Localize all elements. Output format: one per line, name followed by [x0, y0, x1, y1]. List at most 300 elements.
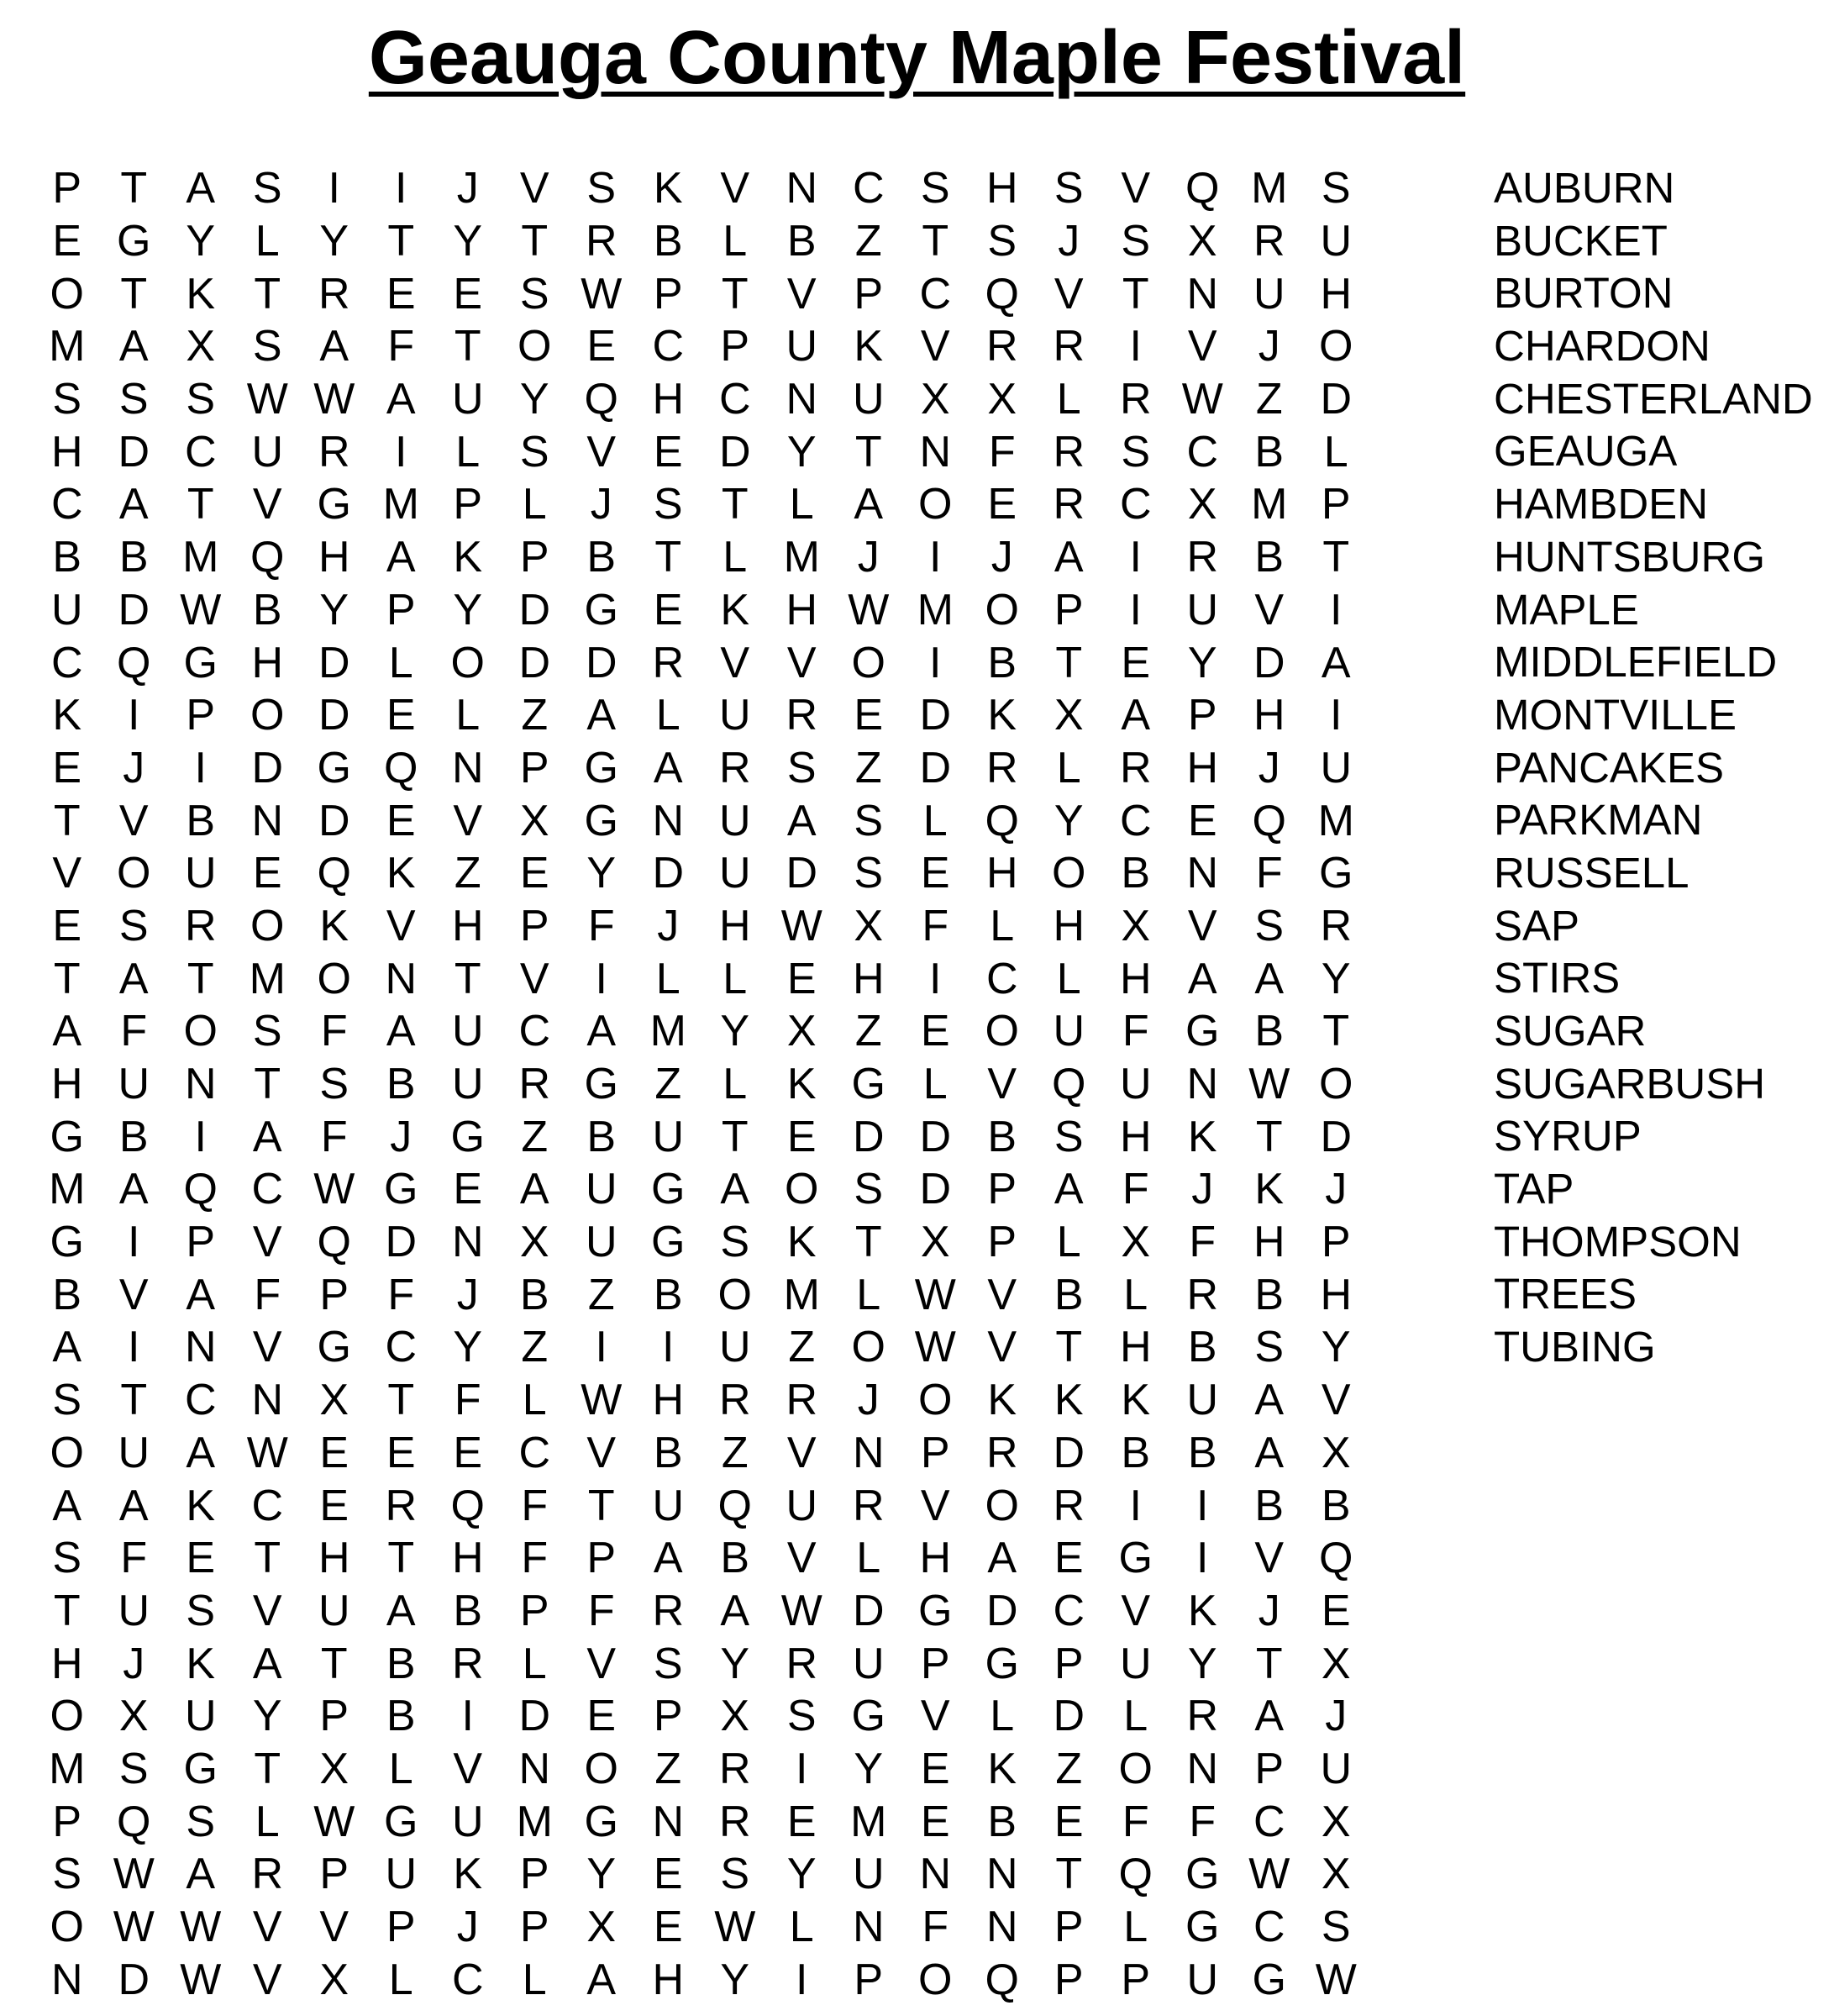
grid-cell-r17-c7[interactable]: U [451, 1007, 484, 1056]
grid-cell-r18-c7[interactable]: U [451, 1060, 484, 1109]
grid-cell-r22-c15[interactable]: V [987, 1270, 1017, 1319]
grid-cell-r31-c18[interactable]: N [1186, 1744, 1219, 1793]
grid-cell-r25-c11[interactable]: Z [721, 1428, 749, 1477]
grid-cell-r34-c3[interactable]: W [180, 1903, 222, 1952]
grid-cell-r14-c16[interactable]: O [1052, 849, 1086, 898]
grid-cell-r30-c17[interactable]: L [1123, 1692, 1148, 1741]
grid-cell-r14-c14[interactable]: E [920, 849, 950, 898]
grid-cell-r27-c16[interactable]: E [1054, 1534, 1084, 1583]
grid-cell-r17-c6[interactable]: A [386, 1007, 416, 1056]
grid-cell-r21-c12[interactable]: K [786, 1218, 817, 1267]
grid-cell-r23-c18[interactable]: B [1187, 1323, 1217, 1372]
grid-cell-r13-c7[interactable]: V [453, 796, 483, 845]
grid-cell-r15-c3[interactable]: R [184, 901, 217, 950]
grid-cell-r6-c15[interactable]: F [988, 427, 1016, 476]
grid-cell-r27-c6[interactable]: T [387, 1534, 415, 1583]
grid-cell-r11-c9[interactable]: A [586, 691, 617, 740]
grid-cell-r15-c15[interactable]: L [990, 901, 1015, 950]
grid-cell-r9-c19[interactable]: V [1254, 585, 1285, 634]
grid-cell-r10-c3[interactable]: G [183, 638, 218, 687]
grid-cell-r14-c1[interactable]: V [52, 849, 82, 898]
grid-cell-r14-c19[interactable]: F [1255, 849, 1283, 898]
grid-cell-r35-c19[interactable]: G [1252, 1955, 1286, 2004]
grid-cell-r29-c17[interactable]: U [1119, 1639, 1152, 1688]
grid-cell-r9-c13[interactable]: W [848, 585, 890, 634]
grid-cell-r3-c1[interactable]: O [50, 269, 84, 318]
grid-cell-r15-c10[interactable]: J [657, 901, 680, 950]
grid-cell-r31-c13[interactable]: Y [854, 1744, 884, 1793]
grid-cell-r9-c4[interactable]: B [252, 585, 282, 634]
grid-cell-r7-c1[interactable]: C [50, 480, 83, 529]
grid-cell-r35-c11[interactable]: Y [720, 1955, 750, 2004]
grid-cell-r32-c16[interactable]: E [1054, 1797, 1084, 1846]
grid-cell-r10-c12[interactable]: V [786, 638, 817, 687]
grid-cell-r10-c6[interactable]: L [388, 638, 413, 687]
grid-cell-r15-c20[interactable]: R [1320, 901, 1353, 950]
grid-cell-r30-c1[interactable]: O [50, 1692, 84, 1741]
grid-cell-r33-c1[interactable]: S [52, 1850, 82, 1899]
grid-cell-r3-c18[interactable]: N [1186, 269, 1219, 318]
grid-cell-r35-c4[interactable]: V [252, 1955, 282, 2004]
grid-cell-r12-c2[interactable]: J [123, 743, 145, 792]
grid-cell-r5-c2[interactable]: S [118, 375, 149, 424]
grid-cell-r34-c16[interactable]: P [1054, 1903, 1084, 1952]
grid-cell-r4-c16[interactable]: R [1053, 322, 1085, 371]
grid-cell-r25-c13[interactable]: N [852, 1428, 885, 1477]
grid-cell-r20-c19[interactable]: K [1254, 1165, 1285, 1214]
grid-cell-r27-c18[interactable]: I [1196, 1534, 1209, 1583]
grid-cell-r22-c11[interactable]: O [717, 1270, 752, 1319]
grid-cell-r1-c17[interactable]: V [1121, 164, 1151, 213]
grid-cell-r8-c17[interactable]: I [1129, 533, 1142, 582]
grid-cell-r33-c20[interactable]: X [1321, 1850, 1351, 1899]
grid-cell-r13-c19[interactable]: Q [1252, 796, 1286, 845]
grid-cell-r1-c8[interactable]: V [519, 164, 549, 213]
grid-cell-r14-c3[interactable]: U [184, 849, 217, 898]
grid-cell-r12-c16[interactable]: L [1056, 743, 1081, 792]
grid-cell-r10-c10[interactable]: R [652, 638, 685, 687]
grid-cell-r6-c1[interactable]: H [50, 427, 83, 476]
grid-cell-r34-c14[interactable]: F [922, 1903, 949, 1952]
grid-cell-r16-c3[interactable]: T [187, 954, 214, 1003]
grid-cell-r12-c10[interactable]: A [653, 743, 683, 792]
grid-cell-r30-c4[interactable]: Y [252, 1692, 282, 1741]
grid-cell-r29-c4[interactable]: A [252, 1639, 282, 1688]
grid-cell-r27-c5[interactable]: H [318, 1534, 350, 1583]
grid-cell-r14-c15[interactable]: H [985, 849, 1018, 898]
grid-cell-r10-c4[interactable]: H [251, 638, 284, 687]
grid-cell-r30-c5[interactable]: P [319, 1692, 349, 1741]
grid-cell-r24-c10[interactable]: H [652, 1376, 685, 1425]
grid-cell-r30-c19[interactable]: A [1254, 1692, 1285, 1741]
grid-cell-r6-c17[interactable]: S [1121, 427, 1151, 476]
grid-cell-r7-c15[interactable]: E [987, 480, 1017, 529]
grid-cell-r11-c7[interactable]: L [455, 691, 481, 740]
grid-cell-r8-c9[interactable]: B [586, 533, 617, 582]
grid-cell-r3-c14[interactable]: C [919, 269, 952, 318]
grid-cell-r24-c15[interactable]: K [987, 1376, 1017, 1425]
grid-cell-r33-c11[interactable]: S [720, 1850, 750, 1899]
grid-cell-r30-c14[interactable]: V [920, 1692, 950, 1741]
grid-cell-r17-c11[interactable]: Y [720, 1007, 750, 1056]
grid-cell-r35-c9[interactable]: A [586, 1955, 617, 2004]
grid-cell-r26-c16[interactable]: R [1053, 1481, 1085, 1530]
grid-cell-r19-c2[interactable]: B [118, 1112, 149, 1161]
grid-cell-r23-c10[interactable]: I [662, 1323, 675, 1372]
grid-cell-r35-c14[interactable]: O [918, 1955, 953, 2004]
grid-cell-r12-c3[interactable]: I [194, 743, 207, 792]
grid-cell-r24-c7[interactable]: F [454, 1376, 481, 1425]
grid-cell-r35-c8[interactable]: L [522, 1955, 547, 2004]
grid-cell-r23-c6[interactable]: C [385, 1323, 418, 1372]
grid-cell-r12-c18[interactable]: H [1186, 743, 1219, 792]
grid-cell-r2-c11[interactable]: L [723, 217, 748, 266]
grid-cell-r7-c7[interactable]: P [453, 480, 483, 529]
grid-cell-r21-c20[interactable]: P [1321, 1218, 1351, 1267]
grid-cell-r25-c9[interactable]: V [586, 1428, 617, 1477]
grid-cell-r14-c11[interactable]: U [718, 849, 751, 898]
grid-cell-r35-c7[interactable]: C [451, 1955, 484, 2004]
grid-cell-r12-c17[interactable]: R [1119, 743, 1152, 792]
grid-cell-r24-c19[interactable]: A [1254, 1376, 1285, 1425]
grid-cell-r7-c20[interactable]: P [1321, 480, 1351, 529]
grid-cell-r33-c8[interactable]: P [519, 1850, 549, 1899]
grid-cell-r1-c14[interactable]: S [920, 164, 950, 213]
grid-cell-r34-c12[interactable]: L [789, 1903, 814, 1952]
grid-cell-r16-c7[interactable]: T [454, 954, 481, 1003]
grid-cell-r7-c3[interactable]: T [187, 480, 214, 529]
grid-cell-r19-c19[interactable]: T [1255, 1112, 1283, 1161]
grid-cell-r5-c11[interactable]: C [718, 375, 751, 424]
grid-cell-r16-c11[interactable]: L [723, 954, 748, 1003]
grid-cell-r12-c20[interactable]: U [1320, 743, 1353, 792]
grid-cell-r27-c2[interactable]: F [120, 1534, 148, 1583]
grid-cell-r9-c5[interactable]: Y [319, 585, 349, 634]
grid-cell-r15-c18[interactable]: V [1187, 901, 1217, 950]
grid-cell-r26-c2[interactable]: A [118, 1481, 149, 1530]
grid-cell-r32-c12[interactable]: E [786, 1797, 817, 1846]
grid-cell-r5-c10[interactable]: H [652, 375, 685, 424]
grid-cell-r26-c19[interactable]: B [1254, 1481, 1285, 1530]
grid-cell-r30-c8[interactable]: D [518, 1692, 551, 1741]
grid-cell-r11-c5[interactable]: D [318, 691, 350, 740]
grid-cell-r24-c20[interactable]: V [1321, 1376, 1351, 1425]
grid-cell-r10-c5[interactable]: D [318, 638, 350, 687]
grid-cell-r20-c12[interactable]: O [785, 1165, 819, 1214]
grid-cell-r14-c20[interactable]: G [1319, 849, 1353, 898]
grid-cell-r7-c11[interactable]: T [721, 480, 749, 529]
grid-cell-r16-c13[interactable]: H [852, 954, 885, 1003]
grid-cell-r31-c5[interactable]: X [319, 1744, 349, 1793]
grid-cell-r17-c10[interactable]: M [649, 1007, 686, 1056]
grid-cell-r28-c17[interactable]: V [1121, 1586, 1151, 1635]
grid-cell-r30-c7[interactable]: I [461, 1692, 474, 1741]
grid-cell-r9-c2[interactable]: D [118, 585, 150, 634]
grid-cell-r7-c10[interactable]: S [653, 480, 683, 529]
grid-cell-r28-c14[interactable]: G [918, 1586, 953, 1635]
grid-cell-r32-c4[interactable]: L [255, 1797, 280, 1846]
grid-cell-r4-c11[interactable]: P [720, 322, 750, 371]
grid-cell-r32-c19[interactable]: C [1253, 1797, 1285, 1846]
grid-cell-r29-c19[interactable]: T [1255, 1639, 1283, 1688]
grid-cell-r35-c6[interactable]: L [388, 1955, 413, 2004]
grid-cell-r22-c4[interactable]: F [254, 1270, 281, 1319]
grid-cell-r34-c19[interactable]: C [1253, 1903, 1285, 1952]
grid-cell-r28-c13[interactable]: D [852, 1586, 885, 1635]
grid-cell-r27-c15[interactable]: A [987, 1534, 1017, 1583]
grid-cell-r8-c7[interactable]: K [453, 533, 483, 582]
grid-cell-r33-c14[interactable]: N [919, 1850, 952, 1899]
grid-cell-r16-c5[interactable]: O [317, 954, 351, 1003]
grid-cell-r8-c10[interactable]: T [654, 533, 682, 582]
grid-cell-r20-c7[interactable]: E [453, 1165, 483, 1214]
grid-cell-r15-c1[interactable]: E [52, 901, 82, 950]
grid-cell-r21-c19[interactable]: H [1253, 1218, 1285, 1267]
grid-cell-r23-c2[interactable]: I [128, 1323, 140, 1372]
grid-cell-r35-c17[interactable]: P [1121, 1955, 1151, 2004]
grid-cell-r8-c4[interactable]: Q [250, 533, 285, 582]
grid-cell-r14-c8[interactable]: E [519, 849, 549, 898]
grid-cell-r10-c9[interactable]: D [585, 638, 617, 687]
grid-cell-r5-c5[interactable]: W [313, 375, 355, 424]
grid-cell-r28-c3[interactable]: S [186, 1586, 216, 1635]
grid-cell-r2-c3[interactable]: Y [186, 217, 216, 266]
grid-cell-r4-c7[interactable]: T [454, 322, 481, 371]
grid-cell-r12-c5[interactable]: G [317, 743, 351, 792]
grid-cell-r10-c11[interactable]: V [720, 638, 750, 687]
grid-cell-r14-c18[interactable]: N [1186, 849, 1219, 898]
grid-cell-r23-c3[interactable]: N [184, 1323, 217, 1372]
grid-cell-r29-c10[interactable]: S [653, 1639, 683, 1688]
grid-cell-r2-c18[interactable]: X [1187, 217, 1217, 266]
grid-cell-r33-c2[interactable]: W [113, 1850, 155, 1899]
grid-cell-r19-c13[interactable]: D [852, 1112, 885, 1161]
grid-cell-r31-c9[interactable]: O [584, 1744, 618, 1793]
grid-cell-r20-c11[interactable]: A [720, 1165, 750, 1214]
grid-cell-r22-c12[interactable]: M [783, 1270, 820, 1319]
grid-cell-r7-c13[interactable]: A [854, 480, 884, 529]
grid-cell-r12-c13[interactable]: Z [854, 743, 882, 792]
grid-cell-r10-c8[interactable]: D [518, 638, 551, 687]
grid-cell-r12-c6[interactable]: Q [384, 743, 418, 792]
grid-cell-r13-c6[interactable]: E [386, 796, 416, 845]
grid-cell-r7-c19[interactable]: M [1251, 480, 1288, 529]
grid-cell-r28-c19[interactable]: J [1258, 1586, 1280, 1635]
grid-cell-r5-c9[interactable]: Q [584, 375, 618, 424]
grid-cell-r22-c19[interactable]: B [1254, 1270, 1285, 1319]
grid-cell-r13-c5[interactable]: D [318, 796, 350, 845]
grid-cell-r16-c20[interactable]: Y [1321, 954, 1351, 1003]
grid-cell-r30-c18[interactable]: R [1186, 1692, 1219, 1741]
grid-cell-r27-c13[interactable]: L [856, 1534, 881, 1583]
grid-cell-r22-c1[interactable]: B [52, 1270, 82, 1319]
grid-cell-r26-c14[interactable]: V [920, 1481, 950, 1530]
grid-cell-r23-c19[interactable]: S [1254, 1323, 1285, 1372]
grid-cell-r7-c16[interactable]: R [1053, 480, 1085, 529]
grid-cell-r10-c17[interactable]: E [1121, 638, 1151, 687]
grid-cell-r2-c17[interactable]: S [1121, 217, 1151, 266]
grid-cell-r3-c15[interactable]: Q [985, 269, 1019, 318]
grid-cell-r25-c15[interactable]: R [985, 1428, 1018, 1477]
grid-cell-r10-c1[interactable]: C [50, 638, 83, 687]
grid-cell-r31-c11[interactable]: R [718, 1744, 751, 1793]
grid-cell-r1-c10[interactable]: K [653, 164, 683, 213]
grid-cell-r3-c20[interactable]: H [1320, 269, 1353, 318]
grid-cell-r16-c15[interactable]: C [985, 954, 1018, 1003]
grid-cell-r32-c8[interactable]: M [516, 1797, 553, 1846]
grid-cell-r35-c15[interactable]: Q [985, 1955, 1019, 2004]
grid-cell-r22-c17[interactable]: L [1123, 1270, 1148, 1319]
grid-cell-r35-c13[interactable]: P [854, 1955, 884, 2004]
grid-cell-r17-c17[interactable]: F [1122, 1007, 1149, 1056]
grid-cell-r17-c2[interactable]: F [120, 1007, 148, 1056]
grid-cell-r14-c7[interactable]: Z [454, 849, 481, 898]
grid-cell-r8-c20[interactable]: T [1322, 533, 1350, 582]
grid-cell-r15-c16[interactable]: H [1053, 901, 1085, 950]
grid-cell-r28-c16[interactable]: C [1053, 1586, 1085, 1635]
grid-cell-r35-c12[interactable]: I [796, 1955, 808, 2004]
grid-cell-r14-c2[interactable]: O [117, 849, 151, 898]
grid-cell-r20-c14[interactable]: D [919, 1165, 952, 1214]
grid-cell-r29-c20[interactable]: X [1321, 1639, 1351, 1688]
grid-cell-r29-c15[interactable]: G [985, 1639, 1019, 1688]
grid-cell-r19-c4[interactable]: A [252, 1112, 282, 1161]
grid-cell-r6-c12[interactable]: Y [786, 427, 817, 476]
grid-cell-r32-c10[interactable]: N [652, 1797, 685, 1846]
grid-cell-r1-c20[interactable]: S [1321, 164, 1351, 213]
grid-cell-r25-c5[interactable]: E [319, 1428, 349, 1477]
grid-cell-r7-c6[interactable]: M [382, 480, 419, 529]
grid-cell-r33-c6[interactable]: U [385, 1850, 418, 1899]
grid-cell-r29-c16[interactable]: P [1054, 1639, 1084, 1688]
grid-cell-r1-c2[interactable]: T [120, 164, 148, 213]
grid-cell-r30-c15[interactable]: L [990, 1692, 1015, 1741]
grid-cell-r1-c13[interactable]: C [852, 164, 885, 213]
grid-cell-r15-c6[interactable]: V [386, 901, 416, 950]
grid-cell-r13-c11[interactable]: U [718, 796, 751, 845]
grid-cell-r32-c3[interactable]: S [186, 1797, 216, 1846]
grid-cell-r30-c13[interactable]: G [851, 1692, 885, 1741]
grid-cell-r20-c5[interactable]: W [313, 1165, 355, 1214]
grid-cell-r10-c19[interactable]: D [1253, 638, 1285, 687]
grid-cell-r1-c11[interactable]: V [720, 164, 750, 213]
grid-cell-r11-c6[interactable]: E [386, 691, 416, 740]
grid-cell-r26-c18[interactable]: I [1196, 1481, 1209, 1530]
grid-cell-r31-c12[interactable]: I [796, 1744, 808, 1793]
grid-cell-r23-c20[interactable]: Y [1321, 1323, 1351, 1372]
grid-cell-r3-c7[interactable]: E [453, 269, 483, 318]
grid-cell-r27-c20[interactable]: Q [1319, 1534, 1353, 1583]
grid-cell-r3-c11[interactable]: T [721, 269, 749, 318]
grid-cell-r26-c15[interactable]: O [985, 1481, 1019, 1530]
grid-cell-r14-c4[interactable]: E [252, 849, 282, 898]
grid-cell-r33-c19[interactable]: W [1248, 1850, 1290, 1899]
grid-cell-r6-c16[interactable]: R [1053, 427, 1085, 476]
grid-cell-r20-c10[interactable]: G [651, 1165, 686, 1214]
grid-cell-r25-c7[interactable]: E [453, 1428, 483, 1477]
grid-cell-r8-c1[interactable]: B [52, 533, 82, 582]
grid-cell-r19-c7[interactable]: G [450, 1112, 485, 1161]
grid-cell-r9-c7[interactable]: Y [453, 585, 483, 634]
grid-cell-r11-c15[interactable]: K [987, 691, 1017, 740]
grid-cell-r34-c17[interactable]: L [1123, 1903, 1148, 1952]
grid-cell-r8-c6[interactable]: A [386, 533, 416, 582]
grid-cell-r19-c14[interactable]: D [919, 1112, 952, 1161]
grid-cell-r2-c15[interactable]: S [987, 217, 1017, 266]
grid-cell-r1-c9[interactable]: S [586, 164, 617, 213]
grid-cell-r24-c9[interactable]: W [581, 1376, 623, 1425]
grid-cell-r2-c7[interactable]: Y [453, 217, 483, 266]
grid-cell-r19-c12[interactable]: E [786, 1112, 817, 1161]
grid-cell-r34-c5[interactable]: V [319, 1903, 349, 1952]
grid-cell-r35-c10[interactable]: H [652, 1955, 685, 2004]
grid-cell-r18-c5[interactable]: S [319, 1060, 349, 1109]
grid-cell-r19-c20[interactable]: D [1320, 1112, 1353, 1161]
grid-cell-r20-c15[interactable]: P [987, 1165, 1017, 1214]
grid-cell-r6-c3[interactable]: C [184, 427, 217, 476]
grid-cell-r24-c11[interactable]: R [718, 1376, 751, 1425]
grid-cell-r4-c5[interactable]: A [319, 322, 349, 371]
grid-cell-r22-c20[interactable]: H [1320, 1270, 1353, 1319]
grid-cell-r6-c5[interactable]: R [318, 427, 350, 476]
grid-cell-r23-c12[interactable]: Z [788, 1323, 816, 1372]
grid-cell-r12-c1[interactable]: E [52, 743, 82, 792]
grid-cell-r15-c14[interactable]: F [922, 901, 949, 950]
grid-cell-r26-c5[interactable]: E [319, 1481, 349, 1530]
grid-cell-r23-c16[interactable]: T [1055, 1323, 1083, 1372]
grid-cell-r26-c1[interactable]: A [52, 1481, 82, 1530]
grid-cell-r31-c4[interactable]: T [254, 1744, 281, 1793]
grid-cell-r19-c15[interactable]: B [987, 1112, 1017, 1161]
grid-cell-r26-c6[interactable]: R [385, 1481, 418, 1530]
grid-cell-r28-c4[interactable]: V [252, 1586, 282, 1635]
grid-cell-r10-c16[interactable]: T [1055, 638, 1083, 687]
grid-cell-r28-c5[interactable]: U [318, 1586, 350, 1635]
grid-cell-r29-c12[interactable]: R [786, 1639, 818, 1688]
grid-cell-r20-c18[interactable]: J [1191, 1165, 1214, 1214]
grid-cell-r28-c15[interactable]: D [985, 1586, 1018, 1635]
grid-cell-r3-c5[interactable]: R [318, 269, 350, 318]
grid-cell-r6-c10[interactable]: E [653, 427, 683, 476]
grid-cell-r33-c7[interactable]: K [453, 1850, 483, 1899]
grid-cell-r31-c7[interactable]: V [453, 1744, 483, 1793]
grid-cell-r16-c17[interactable]: H [1119, 954, 1152, 1003]
grid-cell-r21-c10[interactable]: G [651, 1218, 686, 1267]
grid-cell-r21-c8[interactable]: X [519, 1218, 549, 1267]
grid-cell-r23-c17[interactable]: H [1119, 1323, 1152, 1372]
grid-cell-r9-c17[interactable]: I [1129, 585, 1142, 634]
grid-cell-r20-c2[interactable]: A [118, 1165, 149, 1214]
grid-cell-r5-c19[interactable]: Z [1255, 375, 1283, 424]
grid-cell-r18-c17[interactable]: U [1119, 1060, 1152, 1109]
grid-cell-r4-c6[interactable]: F [387, 322, 415, 371]
grid-cell-r29-c5[interactable]: T [320, 1639, 348, 1688]
grid-cell-r33-c15[interactable]: N [985, 1850, 1018, 1899]
grid-cell-r31-c17[interactable]: O [1118, 1744, 1153, 1793]
grid-cell-r16-c19[interactable]: A [1254, 954, 1285, 1003]
grid-cell-r32-c18[interactable]: F [1189, 1797, 1217, 1846]
grid-cell-r5-c12[interactable]: N [786, 375, 818, 424]
grid-cell-r14-c9[interactable]: Y [586, 849, 617, 898]
grid-cell-r11-c14[interactable]: D [919, 691, 952, 740]
grid-cell-r34-c2[interactable]: W [113, 1903, 155, 1952]
grid-cell-r6-c2[interactable]: D [118, 427, 150, 476]
grid-cell-r7-c18[interactable]: X [1187, 480, 1217, 529]
grid-cell-r18-c4[interactable]: T [254, 1060, 281, 1109]
grid-cell-r14-c10[interactable]: D [652, 849, 685, 898]
grid-cell-r4-c13[interactable]: K [854, 322, 884, 371]
grid-cell-r24-c16[interactable]: K [1054, 1376, 1084, 1425]
